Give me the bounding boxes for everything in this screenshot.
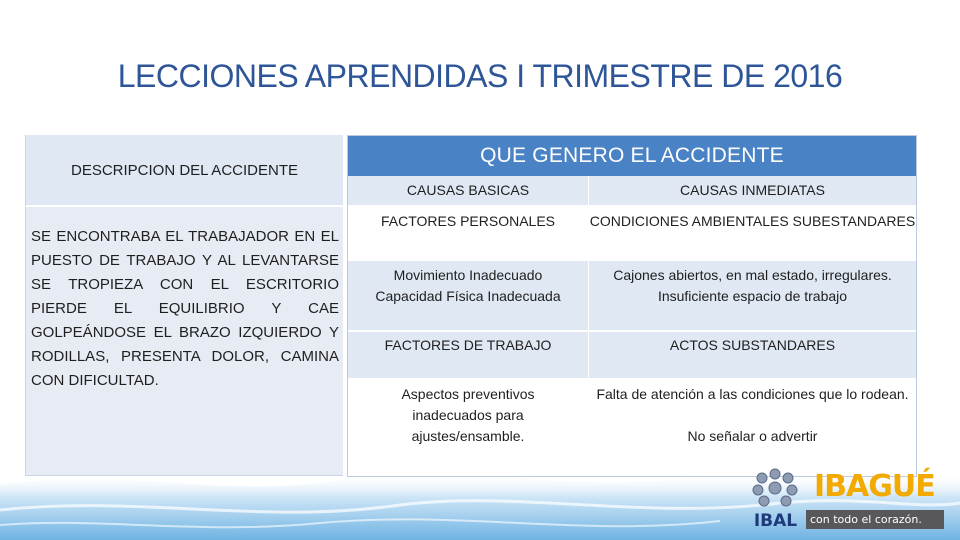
description-header: DESCRIPCION DEL ACCIDENTE bbox=[25, 135, 343, 207]
ibal-label: IBAL bbox=[753, 511, 798, 531]
ibal-logo bbox=[748, 468, 803, 534]
cell-basic: FACTORES DE TRABAJO bbox=[348, 332, 588, 378]
cell-immediate: Cajones abiertos, en mal estado, irregulares. Insuficiente espacio de trabajo bbox=[588, 261, 916, 332]
column-immediate-causes: CAUSAS INMEDIATAS bbox=[588, 176, 916, 207]
causes-table bbox=[347, 135, 917, 477]
cell-basic: Aspectos preventivos inadecuados para ajustes/ensamble. bbox=[348, 378, 588, 476]
description-panel bbox=[25, 207, 343, 476]
table-row bbox=[348, 261, 916, 332]
cell-immediate: CONDICIONES AMBIENTALES SUBESTANDARES bbox=[588, 207, 916, 261]
column-basic-causes: CAUSAS BASICAS bbox=[348, 176, 588, 207]
ibague-tagline: con todo el corazón. bbox=[806, 510, 944, 529]
cell-immediate: Falta de atención a las condiciones que lo rodean. No señalar o advertir bbox=[588, 378, 916, 476]
table-row bbox=[348, 378, 916, 476]
cell-basic: FACTORES PERSONALES bbox=[348, 207, 588, 261]
page-title: LECCIONES APRENDIDAS I TRIMESTRE DE 2016 bbox=[117, 58, 843, 94]
accident-description: SE ENCONTRABA EL TRABAJADOR EN EL PUESTO DE TRABAJO Y AL LEVANTARSE SE TROPIEZA CON EL ESCRITORIO PIERDE EL EQUILIBRIO Y CAE GOLPEÁNDOSE EL BRAZO IZQUIERDO Y RODILLAS, PRESENTA DOLOR, CAMINA CON DIFICULTAD. bbox=[31, 228, 339, 389]
causes-header: QUE GENERO EL ACCIDENTE bbox=[348, 136, 916, 176]
table-header-row bbox=[348, 176, 916, 207]
cell-immediate: ACTOS SUBSTANDARES bbox=[588, 332, 916, 378]
cell-basic: Movimiento Inadecuado Capacidad Física Inadecuada bbox=[348, 261, 588, 332]
table-row bbox=[348, 207, 916, 261]
ibague-wordmark: IBAGUÉ bbox=[814, 469, 935, 504]
table-row bbox=[348, 332, 916, 378]
ibague-logo bbox=[806, 468, 944, 534]
ibal-molecule-icon bbox=[748, 468, 803, 508]
